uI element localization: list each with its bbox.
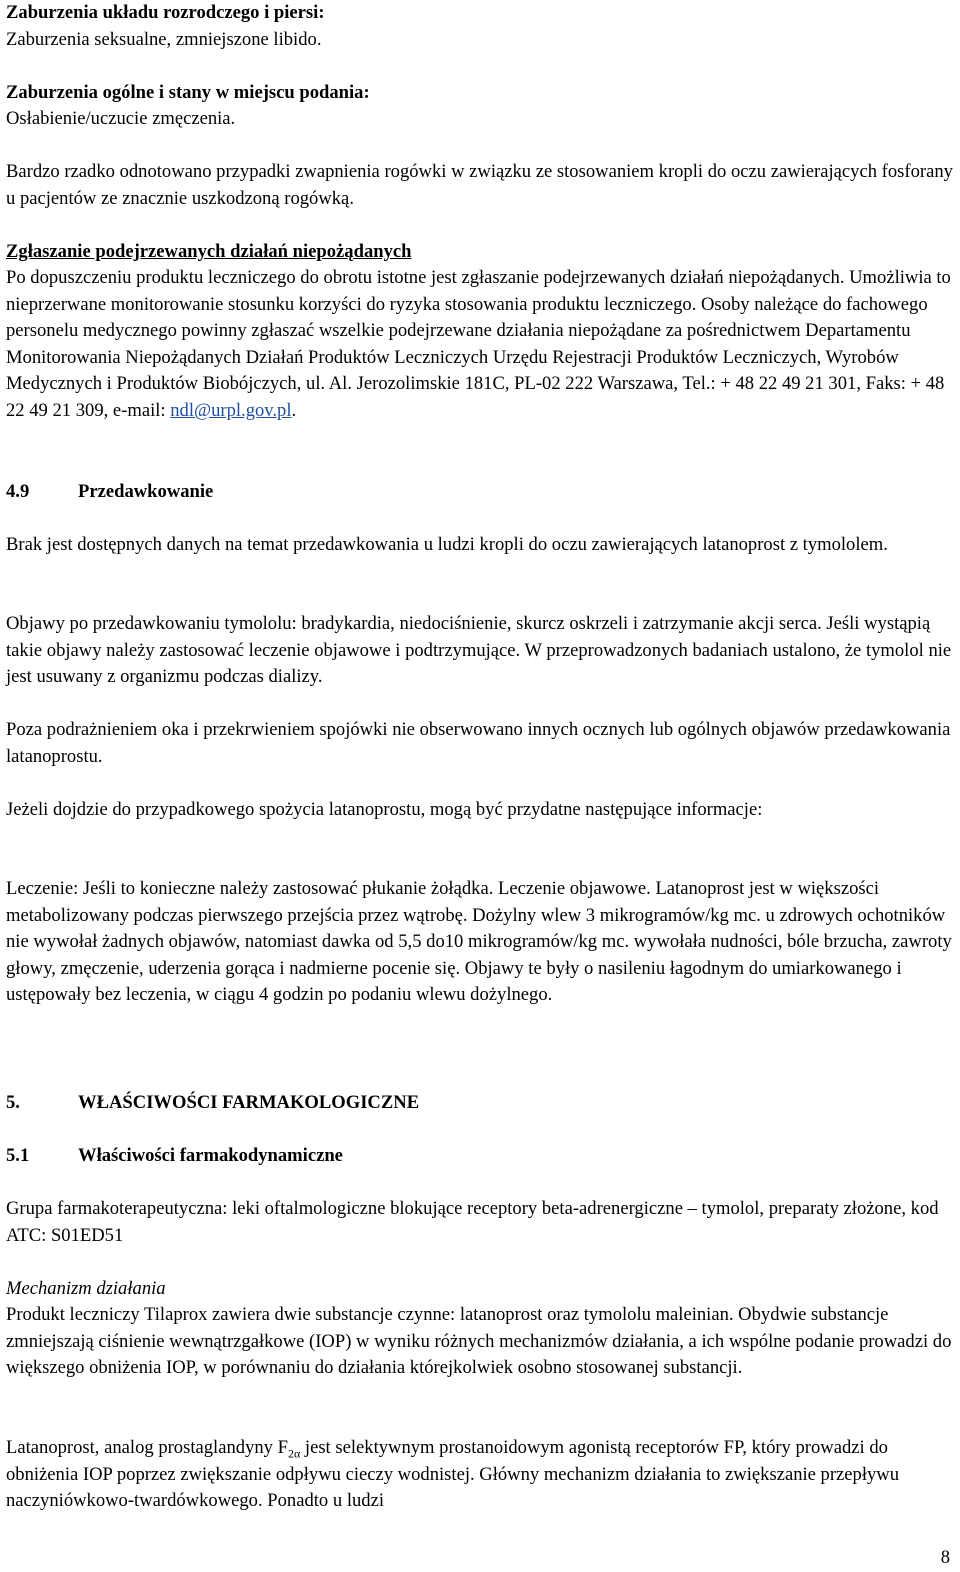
section-text-general: Osłabienie/uczucie zmęczenia. <box>6 108 236 129</box>
reporting-text-end: . <box>291 399 297 421</box>
reporting-paragraph <box>6 265 954 425</box>
section-number: 5.1 <box>6 1145 30 1166</box>
section-4-9-heading <box>6 479 213 506</box>
reporting-heading: Zgłaszanie podejrzewanych działań niepożądanych <box>6 241 412 262</box>
section-number: 5. <box>6 1092 20 1113</box>
section-title: WŁAŚCIWOŚCI FARMAKOLOGICZNE <box>78 1092 420 1113</box>
section-5-1-heading <box>6 1143 343 1170</box>
pharmacotherapeutic-group-paragraph: Grupa farmakoterapeutyczna: leki oftalmologiczne blokujące receptory beta-adrenergiczne – tymolol, preparaty złożone, kod ATC: S01ED51 <box>6 1198 939 1246</box>
overdose-paragraph-2: Objawy po przedawkowaniu tymololu: bradykardia, niedociśnienie, skurcz oskrzeli i zatrzymanie akcji serca. Jeśli wystąpią takie objawy należy zastosować leczenie objawowe i podtrzymujące. W przeprowadzonych badaniach ustalono, że tymolol nie jest usuwany z organizmu podczas dializy. <box>6 613 952 688</box>
overdose-paragraph-1: Brak jest dostępnych danych na temat przedawkowania u ludzi kropli do oczu zawierających latanoprost z tymololem. <box>6 534 888 555</box>
section-5-heading <box>6 1090 419 1117</box>
section-heading-reproductive: Zaburzenia układu rozrodczego i piersi: <box>6 2 325 23</box>
section-number: 4.9 <box>6 481 30 502</box>
mechanism-text-start: Latanoprost, analog prostaglandyny F <box>6 1437 288 1458</box>
section-text-reproductive: Zaburzenia seksualne, zmniejszone libido. <box>6 29 322 50</box>
email-link[interactable]: ndl@urpl.gov.pl <box>170 399 292 421</box>
overdose-paragraph-4: Jeżeli dojdzie do przypadkowego spożycia latanoprostu, mogą być przydatne następujące informacje: <box>6 799 763 820</box>
overdose-paragraph-3: Poza podrażnieniem oka i przekrwieniem spojówki nie obserwowano innych ocznych lub ogólnych objawów przedawkowania latanoprostu. <box>6 719 951 767</box>
section-title: Przedawkowanie <box>78 481 214 502</box>
overdose-paragraph-5: Leczenie: Jeśli to konieczne należy zastosować płukanie żołądka. Leczenie objawowe. Latanoprost jest w większości metabolizowany podczas pierwszego przejścia przez wątrobę. Dożylny wlew 3 mikrogramów/kg mc. u zdrowych ochotników nie wywołał żadnych objawów, natomiast dawka od 5,5 do10 mikrogramów/kg mc. wywołała nudności, bóle brzucha, zawroty głowy, zmęczenie, uderzenia gorąca i nadmierne pocenie się. Objawy te były o nasileniu łagodnym do umiarkowanego i ustępowały bez leczenia, w ciągu 4 godzin po podaniu wlewu dożylnego. <box>6 878 952 1006</box>
mechanism-text-rest: jest selektywnym prostanoidowym agonistą receptorów FP, który prowadzi do obniżenia IOP poprzez zwiększanie odpływu cieczy wodnistej. Główny mechanizm działania to zwiększanie przepływu naczyniówkowo-twardówkowego. Ponadto u ludzi <box>6 1437 900 1512</box>
reporting-text: Po dopuszczeniu produktu leczniczego do obrotu istotne jest zgłaszanie podejrzewanych działań niepożądanych. Umożliwia to nieprzerwane monitorowanie stosunku korzyści do ryzyka stosowania produktu leczniczego. Osoby należące do fachowego personelu medycznego powinny zgłaszać wszelkie podejrzewane działania niepożądane za pośrednictwem Departamentu Monitorowania Niepożądanych Działań Produktów Leczniczych Urzędu Rejestracji Produktów Leczniczych, Wyrobów Medycznych i Produktów Biobójczych, ul. Al. Jerozolimskie 181C, PL-02 222 Warszawa, Tel.: + 48 22 49 21 301, Faks: + 48 22 49 21 309, e-mail: <box>6 267 951 421</box>
section-title: Właściwości farmakodynamiczne <box>78 1145 343 1166</box>
page-number: 8 <box>940 1547 950 1568</box>
mechanism-heading: Mechanizm działania <box>6 1278 166 1299</box>
mechanism-paragraph-2 <box>6 1435 954 1515</box>
mechanism-paragraph-1: Produkt leczniczy Tilaprox zawiera dwie substancje czynne: latanoprost oraz tymololu maleinian. Obydwie substancje zmniejszają ciśnienie wewnątrzgałkowe (IOP) w wyniku różnych mechanizmów działania, a ich wspólne podanie prowadzi do większego obniżenia IOP, w porównaniu do działania którejkolwiek osobno stosowanej substancji. <box>6 1304 952 1379</box>
paragraph-corneal-calcification: Bardzo rzadko odnotowano przypadki zwapnienia rogówki w związku ze stosowaniem kropli do oczu zawierających fosforany u pacjentów ze znacznie uszkodzoną rogówką. <box>6 161 953 209</box>
subscript-2-alpha: 2α <box>287 1446 301 1461</box>
section-heading-general: Zaburzenia ogólne i stany w miejscu podania: <box>6 82 370 103</box>
